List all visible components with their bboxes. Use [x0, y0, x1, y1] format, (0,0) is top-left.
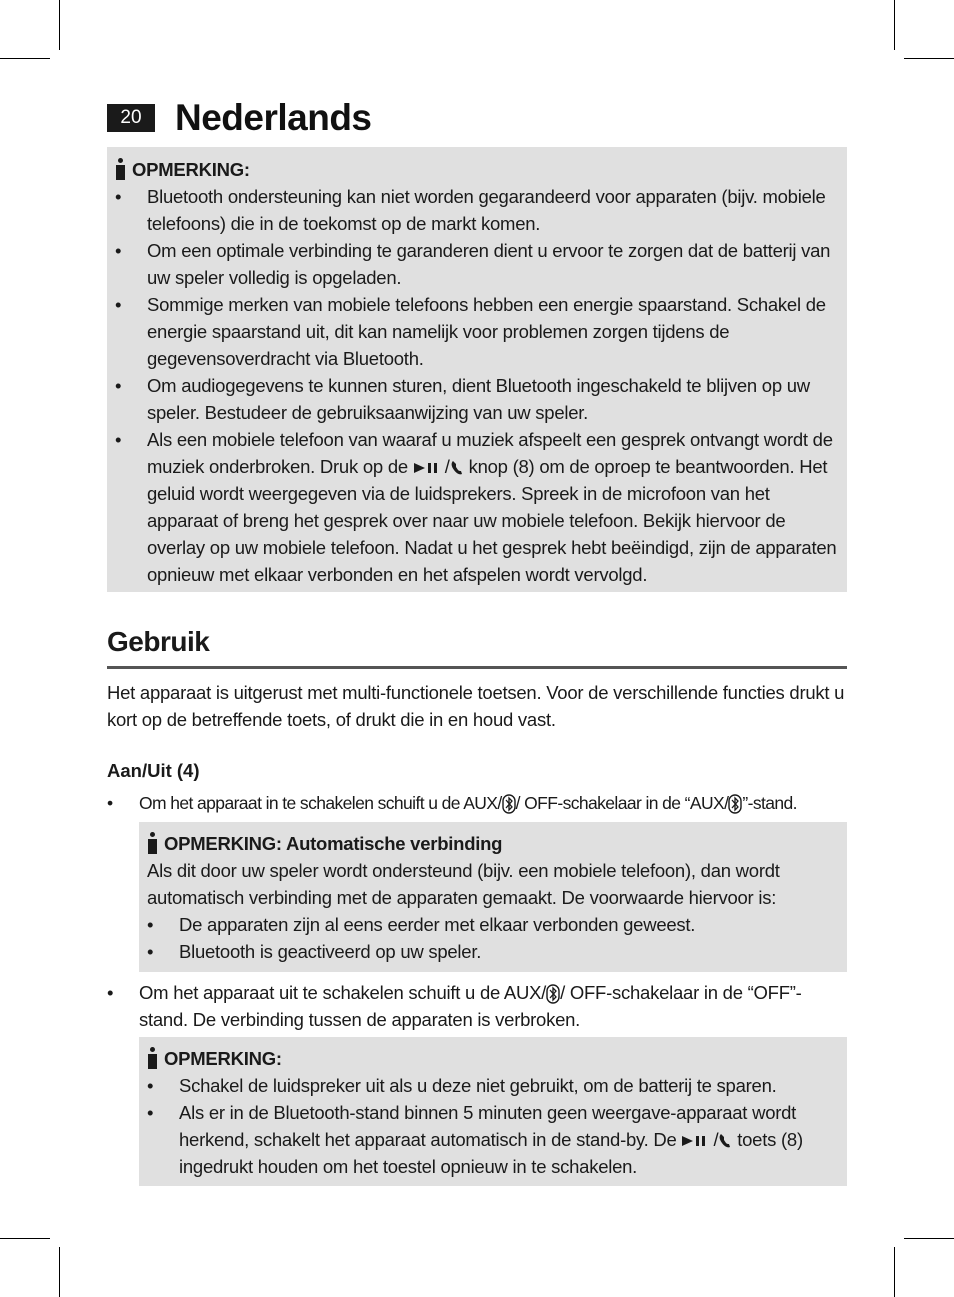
bluetooth-icon — [502, 794, 516, 814]
note-list — [147, 1072, 841, 1180]
note-heading — [147, 1044, 841, 1072]
list-item-text: Schakel de luidspreker uit als u deze niet gebruikt, om de batterij te sparen. — [179, 1075, 777, 1096]
note-list — [147, 911, 841, 965]
page-number: 20 — [107, 104, 155, 132]
crop-mark — [904, 58, 954, 59]
list-item-text: Om audiogegevens te kunnen sturen, dient Bluetooth ingeschakeld te blijven op uw speler. Bestudeer de gebruiksaanwijzing van uw speler. — [147, 375, 810, 423]
list-item-text: Als een mobiele telefoon van waaraf u muziek afspeelt een gesprek ontvangt wordt de muziek onderbroken. Druk op de — [147, 429, 833, 477]
list-item-text: Sommige merken van mobiele telefoons hebben een energie spaarstand. Schakel de energie spaarstand uit, dit kan namelijk voor problemen zorgen tijdens de gegevensoverdracht via Bluetooth. — [147, 294, 826, 369]
page-header — [107, 96, 372, 140]
list-item — [147, 938, 841, 965]
power-on-text: / OFF-schakelaar in de “AUX/ — [515, 793, 729, 813]
crop-mark — [0, 1238, 50, 1239]
note-heading — [147, 829, 841, 857]
play-pause-icon — [413, 461, 445, 475]
list-item — [115, 372, 841, 426]
list-item — [115, 183, 841, 237]
note-list — [115, 183, 841, 588]
crop-mark — [0, 58, 50, 59]
bullet-icon: • — [107, 793, 113, 813]
note-heading-text: OPMERKING: — [132, 158, 250, 180]
note-box — [139, 822, 847, 972]
bullet-icon: • — [115, 240, 122, 261]
list-item: • Als er in de Bluetooth-stand binnen 5 minuten geen weergave-apparaat wordt herkend, schakelt het apparaat automatisch in de stand-by. De / toets (8) ingedrukt houden om het toestel opnieuw in te schakelen. — [147, 1099, 841, 1180]
bullet-icon: • — [147, 941, 154, 962]
note-box — [139, 1037, 847, 1186]
list-item — [107, 790, 855, 817]
note-heading-text: OPMERKING: — [164, 1047, 282, 1069]
list-item — [107, 979, 847, 1033]
page-title: Nederlands — [175, 97, 372, 138]
note-heading — [115, 155, 841, 183]
list-item — [115, 237, 841, 291]
bluetooth-icon — [546, 984, 560, 1004]
bullet-icon: • — [115, 294, 122, 315]
list-item-text: knop (8) om de oproep te beantwoorden. Het geluid wordt weergegeven via de luidsprekers. Spreek in de microfoon van het apparaat of breng het gesprek over naar uw mobiele telefoon. Bekijk hiervoor de overlay op uw mobiele telefoon. Nadat u het gesprek hebt beëindigd, zijn de apparaten opnieuw met elkaar verbonden en het afspelen wordt vervolgd. — [147, 456, 837, 585]
info-icon — [115, 158, 126, 180]
bullet-icon: • — [107, 982, 114, 1003]
crop-mark — [59, 0, 60, 50]
bullet-icon: • — [115, 429, 122, 450]
intro-paragraph: Het apparaat is uitgerust met multi-functionele toetsen. Voor de verschillende functies drukt u kort op de betreffende toets, of drukt die in en houd vast. — [107, 682, 845, 730]
subheading-power: Aan/Uit (4) — [107, 760, 200, 781]
power-off-text: Om het apparaat uit te schakelen schuift u de AUX/ — [139, 982, 547, 1003]
note-text: Als dit door uw speler wordt ondersteund (bijv. een mobiele telefoon), dan wordt automatisch verbinding met de apparaten gemaakt. De voorwaarde hiervoor is: — [147, 860, 780, 908]
list-item-text: Als er in de Bluetooth-stand binnen 5 minuten geen weergave-apparaat wordt herkend, schakelt het apparaat automatisch in de stand-by. De — [179, 1102, 797, 1150]
phone-icon — [718, 1132, 732, 1150]
bullet-icon: • — [115, 186, 122, 207]
list-item — [147, 911, 841, 938]
note-heading-text: OPMERKING: Automatische verbinding — [164, 832, 503, 854]
section-title: Gebruik — [107, 626, 847, 669]
note-box — [107, 147, 847, 592]
bullet-icon: • — [115, 375, 122, 396]
power-off-text: / OFF-schakelaar in de “OFF”-stand. De verbinding tussen de apparaten is verbroken. — [139, 982, 802, 1030]
crop-mark — [904, 1238, 954, 1239]
phone-icon — [450, 459, 464, 477]
list-item-text: Bluetooth ondersteuning kan niet worden gegarandeerd voor apparaten (bijv. mobiele telefoons) die in de toekomst op de markt komen. — [147, 186, 826, 234]
bullet-icon: • — [147, 1075, 154, 1096]
power-on-text: ”-stand. — [742, 793, 797, 813]
list-item — [115, 291, 841, 372]
list-item-text: Bluetooth is geactiveerd op uw speler. — [179, 941, 482, 962]
bluetooth-icon — [728, 794, 742, 814]
list-item-text: toets (8) ingedrukt houden om het toestel opnieuw in te schakelen. — [179, 1129, 803, 1177]
list-item-text: De apparaten zijn al eens eerder met elkaar verbonden geweest. — [179, 914, 696, 935]
list-item — [147, 1072, 841, 1099]
power-on-text: Om het apparaat in te schakelen schuift u de AUX/ — [139, 793, 502, 813]
list-item: • Als een mobiele telefoon van waaraf u muziek afspeelt een gesprek ontvangt wordt de muziek onderbroken. Druk op de / knop (8) om de oproep te beantwoorden. Het geluid wordt weergegeven via de luidsprekers. Spreek in de microfoon van het apparaat of breng het gesprek over naar uw mobiele telefoon. Bekijk hiervoor de overlay op uw mobiele telefoon. Nadat u het gesprek hebt beëindigd, zijn de apparaten opnieuw met elkaar verbonden en het afspelen wordt vervolgd. — [115, 426, 841, 588]
list-item-text: Om een optimale verbinding te garanderen dient u ervoor te zorgen dat de batterij van uw speler volledig is opgeladen. — [147, 240, 831, 288]
info-icon — [147, 1047, 158, 1069]
bullet-icon: • — [147, 914, 154, 935]
info-icon — [147, 832, 158, 854]
crop-mark — [894, 1247, 895, 1297]
crop-mark — [894, 0, 895, 50]
play-pause-icon — [681, 1134, 713, 1148]
crop-mark — [59, 1247, 60, 1297]
bullet-icon: • — [147, 1102, 154, 1123]
